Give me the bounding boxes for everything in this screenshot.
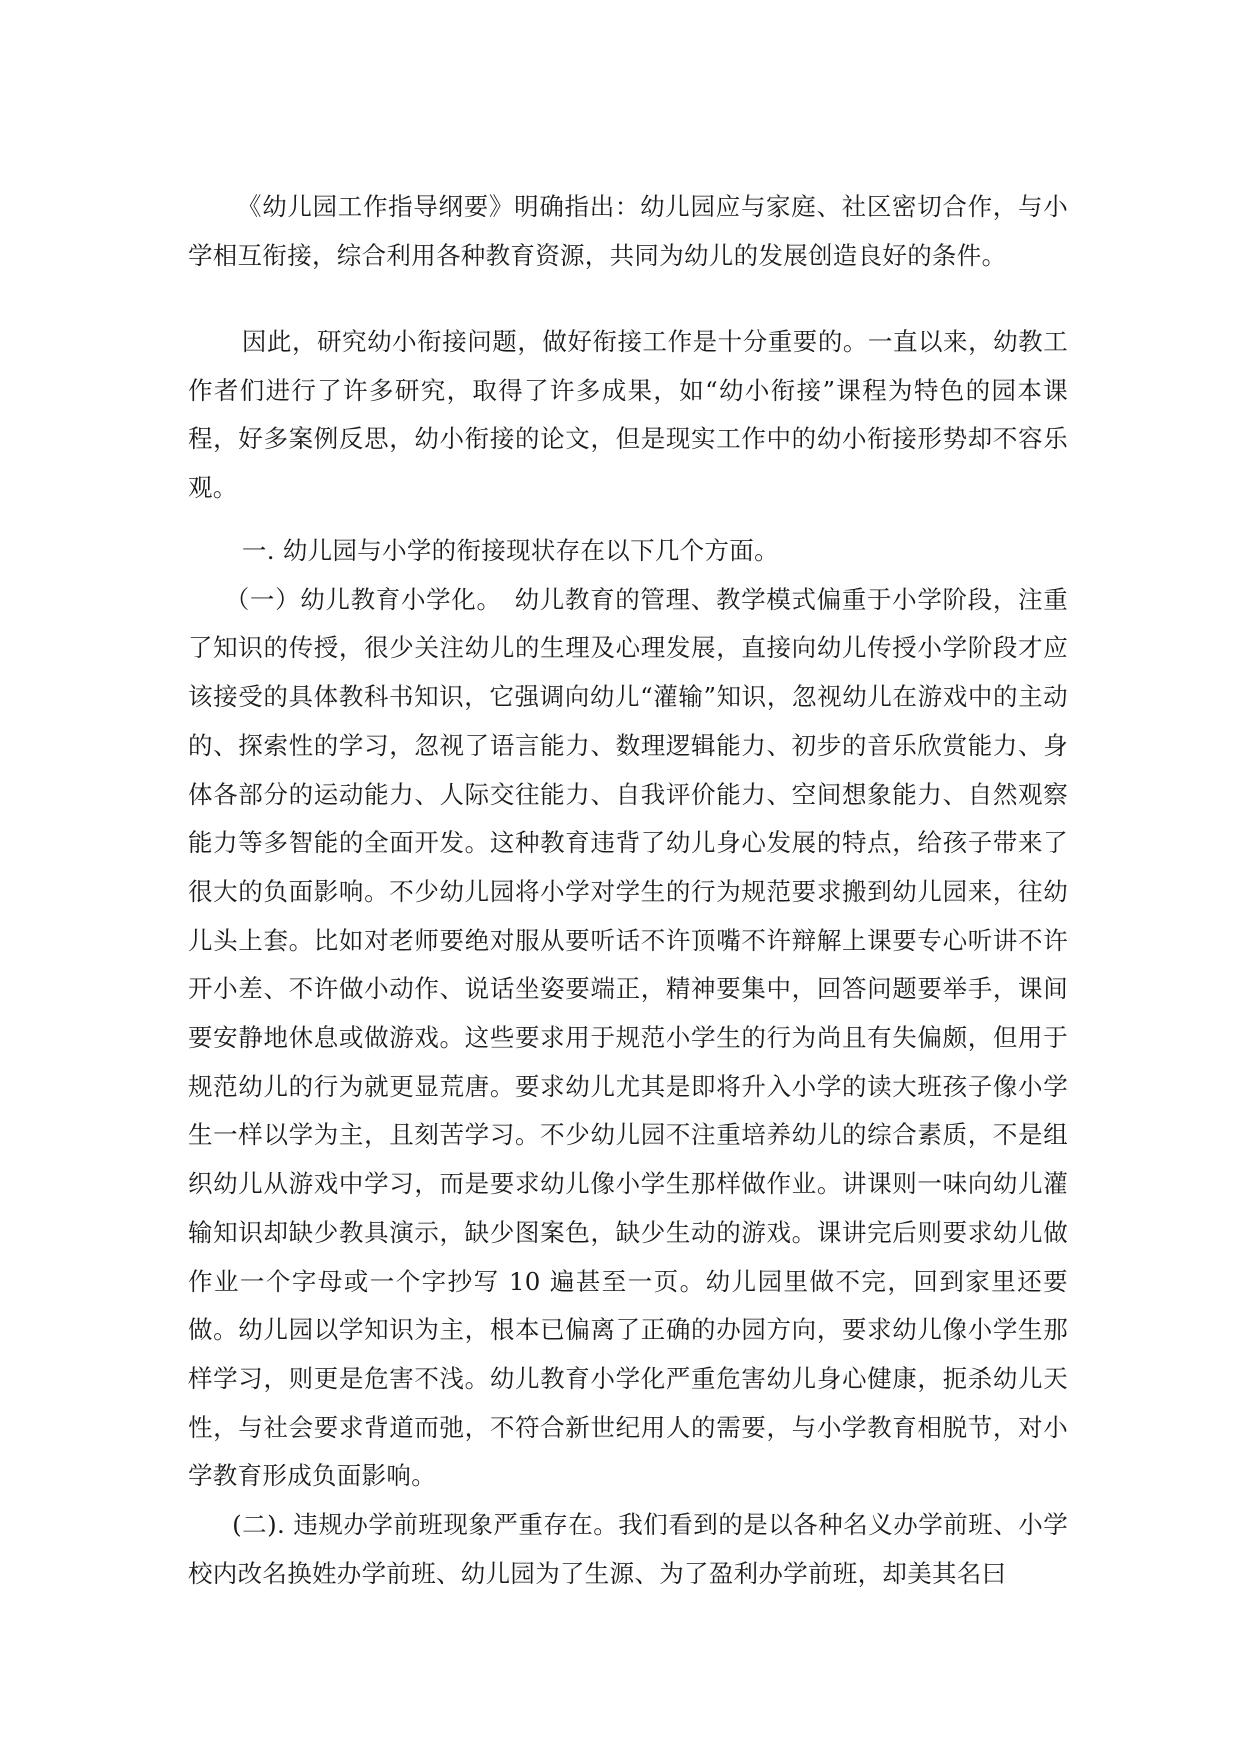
intro-block [188,183,1068,280]
intro-paragraph: 《幼儿园工作指导纲要》明确指出：幼儿园应与家庭、社区密切合作，与小学相互衔接，综合利用各种教育资源，共同为幼儿的发展创造良好的条件。 [188,192,1068,270]
section-heading: 一. 幼儿园与小学的衔接现状存在以下几个方面。 [241,536,779,565]
therefore-block [188,318,1068,513]
therefore-paragraph: 因此，研究幼小衔接问题，做好衔接工作是十分重要的。一直以来，幼教工作者们进行了许多研究，取得了许多成果，如“幼小衔接”课程为特色的园本课程，好多案例反思，幼小衔接的论文，但是现实工作中的幼小衔接形势却不容乐观。 [188,327,1068,503]
section-one-paragraph: （一）幼儿教育小学化。 幼儿教育的管理、教学模式偏重于小学阶段，注重了知识的传授，很少关注幼儿的生理及心理发展，直接向幼儿传授小学阶段才应该接受的具体教科书知识，它强调向幼儿“灌输”知识，忽视幼儿在游戏中的主动的、探索性的学习，忽视了语言能力、数理逻辑能力、初步的音乐欣赏能力、身体各部分的运动能力、人际交往能力、自我评价能力、空间想象能力、自然观察能力等多智能的全面开发。这种教育违背了幼儿身心发展的特点，给孩子带来了很大的负面影响。不少幼儿园将小学对学生的行为规范要求搬到幼儿园来，往幼儿头上套。比如对老师要绝对服从要听话不许顶嘴不许辩解上课要专心听讲不许开小差、不许做小动作、说话坐姿要端正，精神要集中，回答问题要举手，课间要安静地休息或做游戏。这些要求用于规范小学生的行为尚且有失偏颇，但用于规范幼儿的行为就更显荒唐。要求幼儿尤其是即将升入小学的读大班孩子像小学生一样以学为主，且刻苦学习。不少幼儿园不注重培养幼儿的综合素质，不是组织幼儿从游戏中学习，而是要求幼儿像小学生那样做作业。讲课则一味向幼儿灌输知识却缺少教具演示，缺少图案色，缺少生动的游戏。课讲完后则要求幼儿做作业一个字母或一个字抄写 10 遍甚至一页。幼儿园里做不完，回到家里还要做。幼儿园以学知识为主，根本已偏离了正确的办园方向，要求幼儿像小学生那样学习，则更是危害不浅。幼儿教育小学化严重危害幼儿身心健康，扼杀幼儿天性，与社会要求背道而弛，不符合新世纪用人的需要，与小学教育相脱节，对小学教育形成负面影响。 [188,584,1068,1491]
main-section-block [188,527,1068,1598]
section-two-paragraph: (二). 违规办学前班现象严重存在。我们看到的是以各种名义办学前班、小学校内改名换姓办学前班、幼儿园为了生源、为了盈利办学前班，却美其名曰 [188,1510,1068,1588]
